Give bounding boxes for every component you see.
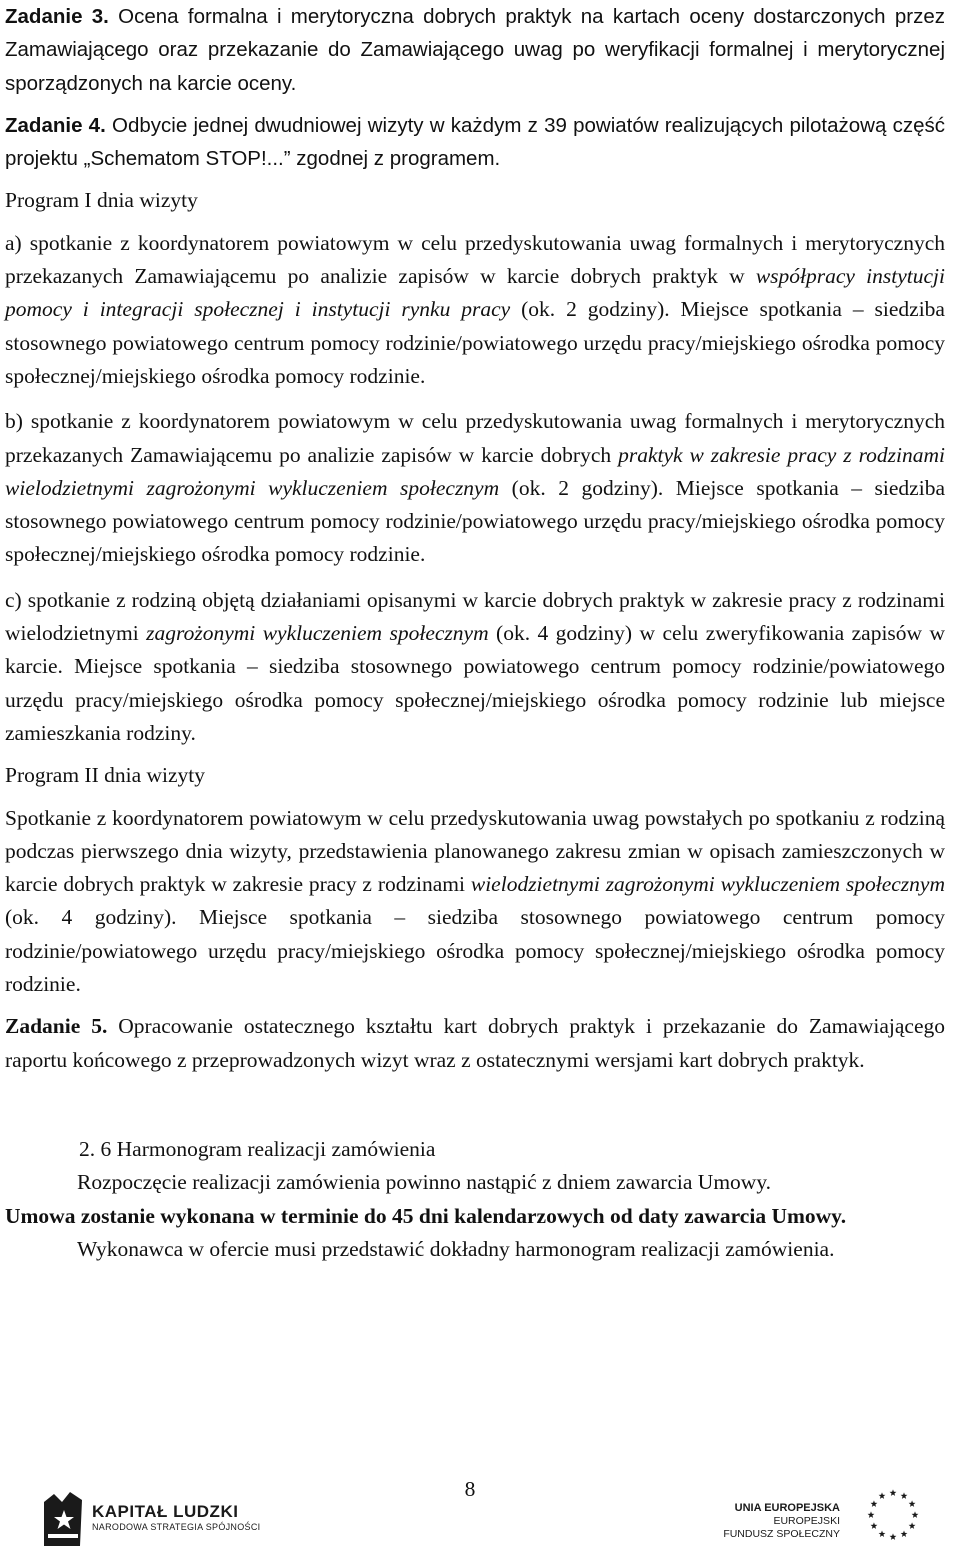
kapital-ludzki-text <box>92 1502 260 1533</box>
harmonogram-paragraph-2: Umowa zostanie wykonana w terminie do 45 dni kalendarzowych od daty zawarcia Umowy. <box>5 1203 847 1228</box>
item-b-text-italic: praktyk w zakresie pracy z rodzinami wielodzietnymi zagrożonymi wykluczeniem społecznym <box>5 442 945 500</box>
item-b-paragraph <box>5 405 945 571</box>
item-a-text-2: (ok. 2 godziny). Miejsce spotkania – siedziba stosownego powiatowego centrum pomocy rodzinie/powiatowego urzędu pracy/miejskiego ośrodka pomocy społecznej/miejskiego ośrodka pomocy rodzinie. <box>5 297 945 388</box>
zadanie-5-label: Zadanie 5. <box>5 1014 108 1039</box>
day2-heading: Program II dnia wizyty <box>5 763 206 788</box>
eu-line-3: FUNDUSZ SPOŁECZNY <box>723 1528 840 1540</box>
harmonogram-paragraph-1: Rozpoczęcie realizacji zamówienia powinno nastąpić z dniem zawarcia Umowy. <box>77 1170 772 1195</box>
eu-star-icon <box>890 1533 897 1540</box>
day2-paragraph <box>5 802 945 1002</box>
item-c-paragraph <box>5 584 945 750</box>
eu-star-icon <box>879 1530 886 1537</box>
day2-text-italic: wielodzietnymi zagrożonymi wykluczeniem społecznym <box>470 872 945 897</box>
footer-logos <box>0 1480 960 1554</box>
eu-star-icon <box>909 1522 916 1529</box>
eu-star-icon <box>912 1511 919 1518</box>
eu-line-2: EUROPEJSKI <box>773 1515 840 1527</box>
item-b-text-2: (ok. 2 godziny). Miejsce spotkania – siedziba stosownego powiatowego centrum pomocy rodzinie/powiatowego urzędu pracy/miejskiego ośrodka pomocy społecznej/miejskiego ośrodka pomocy rodzinie. <box>5 475 945 567</box>
day2-text-2: (ok. 4 godziny). Miejsce spotkania – siedziba stosownego powiatowego centrum pomocy rodzinie/powiatowego urzędu pracy/miejskiego ośrodka pomocy społecznej/miejskiego ośrodka pomocy rodzinie. <box>5 905 945 997</box>
kapital-ludzki-logo-icon <box>40 1488 86 1550</box>
eu-star-icon <box>890 1489 897 1496</box>
eu-star-icon <box>909 1500 916 1507</box>
zadanie-4-paragraph <box>5 109 945 176</box>
item-c-text-2: (ok. 4 godziny) w celu zweryfikowania zapisów w karcie. Miejsce spotkania – siedziba stosownego powiatowego centrum pomocy rodzinie/powiatowego urzędu pracy/miejskiego ośrodka pomocy społecznej/miejskiego ośrodka pomocy rodzinie lub miejsce zamieszkania rodziny. <box>5 621 946 745</box>
eu-star-icon <box>868 1511 875 1518</box>
item-b-text-1: b) spotkanie z koordynatorem powiatowym w celu przedyskutowania uwag formalnych i merytorycznych przekazanych Zamawiającemu po analizie zapisów w karcie dobrych <box>5 409 945 467</box>
kapital-ludzki-title: KAPITAŁ LUDZKI <box>92 1502 239 1521</box>
zadanie-5-text: Opracowanie ostatecznego kształtu kart dobrych praktyk i przekazanie do Zamawiającego raportu końcowego z przeprowadzonych wizyt wraz z ostatecznymi wersjami kart dobrych praktyk. <box>5 1014 945 1072</box>
zadanie-3-label: Zadanie 3. <box>5 5 109 28</box>
eu-star-icon <box>901 1492 908 1499</box>
day2-text-1: Spotkanie z koordynatorem powiatowym w celu przedyskutowania uwag powstałych po spotkaniu z rodziną podczas pierwszego dnia wizyty, przedstawienia planowanego zakresu zmian w opisach zamieszczonych w karcie dobrych praktyk w zakresie pracy z rodzinami <box>5 805 945 897</box>
eu-star-icon <box>871 1522 878 1529</box>
zadanie-5-paragraph <box>5 1010 945 1077</box>
document-page <box>5 0 945 1266</box>
item-a-text-italic: współpracy instytucji pomocy i integracji społecznej i instytucji rynku pracy <box>5 264 945 322</box>
item-a-paragraph <box>5 227 945 393</box>
eu-text <box>723 1502 840 1541</box>
zadanie-4-label: Zadanie 4. <box>5 113 106 137</box>
zadanie-3-text: Ocena formalna i merytoryczna dobrych praktyk na kartach oceny dostarczonych przez Zamawiającego oraz przekazanie do Zamawiającego uwag po weryfikacji formalnej i merytorycznej sporządzonych na karcie oceny. <box>5 5 946 95</box>
zadanie-3-paragraph <box>5 0 945 100</box>
item-c-text-italic: zagrożonymi wykluczeniem społecznym <box>146 621 489 646</box>
zadanie-4-text: Odbycie jednej dwudniowej wizyty w każdym z 39 powiatów realizujących pilotażową część projektu „Schematom STOP!...” zgodnej z programem. <box>5 113 946 171</box>
eu-star-icon <box>901 1530 908 1537</box>
harmonogram-paragraph-3: Wykonawca w ofercie musi przedstawić dokładny harmonogram realizacji zamówienia. <box>77 1236 835 1261</box>
eu-flag-stars-icon <box>856 1484 930 1546</box>
kapital-ludzki-subtitle: NARODOWA STRATEGIA SPÓJNOŚCI <box>92 1522 261 1532</box>
day1-heading: Program I dnia wizyty <box>5 188 198 213</box>
eu-line-1: UNIA EUROPEJSKA <box>734 1502 840 1514</box>
eu-star-icon <box>879 1492 886 1499</box>
harmonogram-heading: 2. 6 Harmonogram realizacji zamówienia <box>79 1136 436 1161</box>
page-number: 8 <box>464 1477 476 1501</box>
eu-star-icon <box>871 1500 878 1507</box>
item-a-text-1: a) spotkanie z koordynatorem powiatowym w celu przedyskutowania uwag formalnych i merytorycznych przekazanych Zamawiającemu po analizie zapisów w karcie dobrych praktyk w <box>5 230 945 289</box>
item-c-text-1: c) spotkanie z rodziną objętą działaniami opisanymi w karcie dobrych praktyk w zakresie pracy z rodzinami wielodzietnymi <box>5 587 945 646</box>
